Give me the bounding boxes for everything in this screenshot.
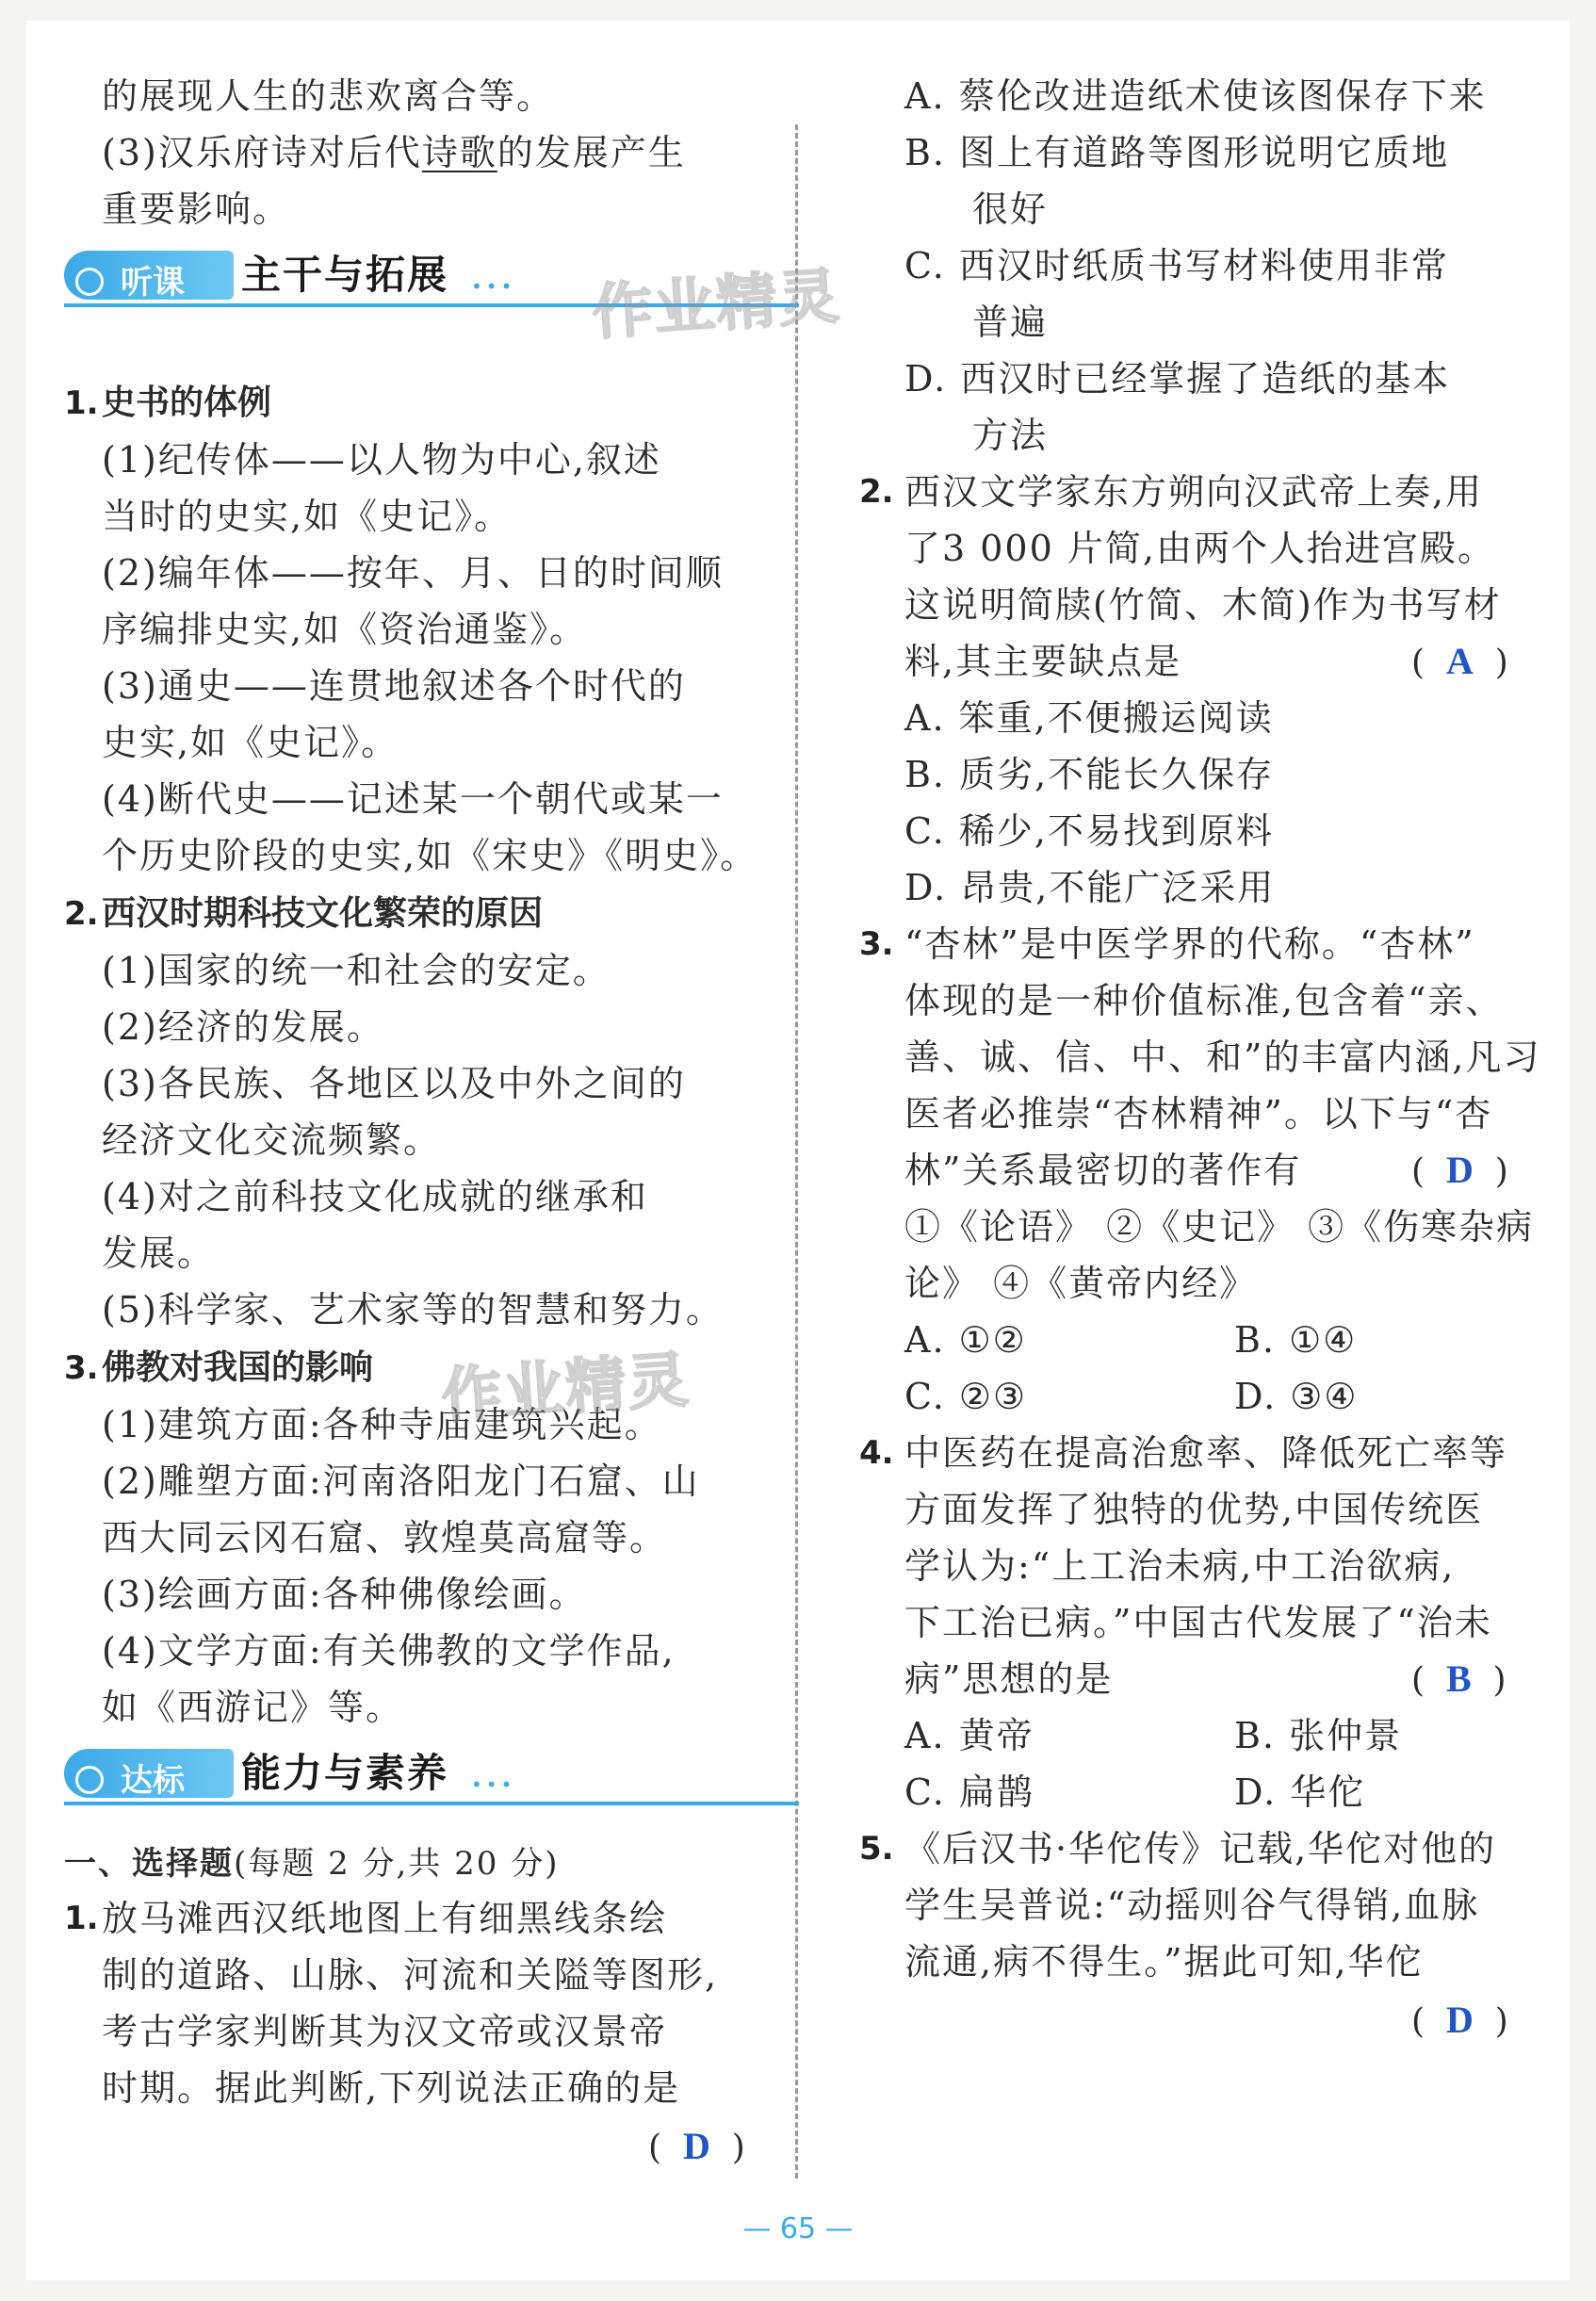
answer-bracket: ( B ) (1411, 1657, 1506, 1700)
question-line: 时期。据此判断,下列说法正确的是 (102, 2067, 681, 2109)
question-line: 流通,病不得生。”据此可知,华佗 (904, 1941, 1424, 1983)
section-tag-label: 听课 (121, 264, 185, 302)
option-line: 很好 (972, 188, 1049, 230)
answer-letter: D (1445, 1999, 1474, 2041)
dots-icon: ••• (471, 275, 516, 298)
item-line: (4)对之前科技文化成就的继承和 (102, 1176, 648, 1217)
question-line: 料,其主要缺点是 (904, 641, 1182, 682)
item-line: 发展。 (102, 1232, 216, 1274)
answer-bracket: ( D ) (648, 2125, 745, 2167)
option-line: A. ①② (904, 1319, 1027, 1361)
item-line: (3)绘画方面:各种佛像绘画。 (102, 1574, 587, 1615)
option-line: B. ①④ (1234, 1319, 1358, 1361)
answer-bracket: ( D ) (1411, 1999, 1508, 2041)
item-line: 序编排史实,如《资治通鉴》。 (102, 609, 588, 650)
item-line: 个历史阶段的史实,如《宋史》《明史》。 (102, 835, 758, 876)
question-line: 学认为:“上工治未病,中工治欲病, (904, 1545, 1456, 1587)
option-line: D. 西汉时已经掌握了造纸的基本 (904, 358, 1451, 400)
option-line: B. 图上有道路等图形说明它质地 (904, 132, 1450, 173)
question-line: 下工治已病。”中国古代发展了“治未 (904, 1602, 1492, 1643)
intro-line-2: (3)汉乐府诗对后代诗歌的发展产生 (102, 132, 686, 173)
page (26, 21, 1570, 2280)
intro-line-3: 重要影响。 (102, 188, 291, 230)
circle-icon (75, 1766, 104, 1794)
question-line: 论》 ④《黄帝内经》 (904, 1263, 1258, 1304)
circle-icon (75, 268, 104, 296)
answer-letter: D (1445, 1149, 1474, 1191)
answer-bracket: ( D ) (1411, 1149, 1508, 1191)
option-line: 普遍 (972, 302, 1049, 343)
option-line: 方法 (972, 415, 1049, 456)
option-line: C. 西汉时纸质书写材料使用非常 (904, 245, 1449, 286)
part-heading: 一、选择题(每题 2 分,共 20 分) (64, 1845, 560, 1883)
watermark: 作业精灵 (439, 1345, 692, 1433)
option-line: D. ③④ (1234, 1376, 1359, 1417)
question-line: “杏林”是中医学界的代称。“杏林” (904, 923, 1475, 965)
item-line: (1)国家的统一和社会的安定。 (102, 950, 611, 991)
question-number: 5. (859, 1830, 894, 1868)
item-line: 如《西游记》等。 (102, 1687, 404, 1728)
answer-letter: D (682, 2125, 710, 2167)
question-line: 西汉文学家东方朔向汉武帝上奏,用 (904, 471, 1484, 513)
column-divider (795, 124, 798, 2179)
option-line: B. 张仲景 (1234, 1715, 1403, 1756)
item-number: 3. (64, 1349, 99, 1387)
question-line: 考古学家判断其为汉文帝或汉景帝 (102, 2011, 668, 2052)
option-line: C. 扁鹊 (904, 1771, 1034, 1813)
question-number: 3. (859, 925, 894, 963)
question-line: 体现的是一种价值标准,包含着“亲、 (904, 980, 1504, 1021)
section-tag (64, 1749, 234, 1798)
option-line: D. 华佗 (1234, 1771, 1366, 1813)
question-line: 方面发挥了独特的优势,中国传统医 (904, 1489, 1484, 1530)
question-line: 这说明简牍(竹简、木简)作为书写材 (904, 584, 1502, 626)
page-number: — 65 — (742, 2212, 854, 2245)
option-line: C. ②③ (904, 1376, 1028, 1417)
section-tag (64, 251, 234, 300)
section-banner-practice (64, 1741, 799, 1803)
section-title: 能力与素养 (241, 1750, 449, 1796)
answer-letter: A (1445, 640, 1474, 682)
question-line: 《后汉书·华佗传》记载,华佗对他的 (904, 1828, 1497, 1869)
item-line: 西大同云冈石窟、敦煌莫高窟等。 (102, 1517, 668, 1558)
question-line: 放马滩西汉纸地图上有细黑线条绘 (102, 1898, 668, 1939)
item-line: (1)纪传体——以人物为中心,叙述 (102, 439, 661, 481)
question-line: ①《论语》 ②《史记》 ③《伤寒杂病 (904, 1206, 1535, 1248)
section-rule (64, 1802, 799, 1805)
question-line: 制的道路、山脉、河流和关隘等图形, (102, 1954, 719, 1996)
item-line: (3)通史——连贯地叙述各个时代的 (102, 665, 686, 707)
question-line: 病”思想的是 (904, 1658, 1114, 1700)
watermark: 作业精灵 (590, 261, 843, 350)
item-line: (4)文学方面:有关佛教的文学作品, (102, 1630, 676, 1672)
question-line: 善、诚、信、中、和”的丰富内涵,凡习 (904, 1036, 1541, 1078)
item-line: (4)断代史——记述某一个朝代或某一 (102, 778, 724, 820)
answer-bracket: ( A ) (1411, 640, 1508, 682)
item-line: (5)科学家、艺术家等的智慧和努力。 (102, 1289, 724, 1330)
question-number: 2. (859, 473, 894, 511)
answer-letter: B (1445, 1657, 1472, 1700)
item-heading: 史书的体例 (102, 384, 272, 422)
item-number: 1. (64, 384, 99, 422)
question-number: 1. (64, 1900, 99, 1937)
question-line: 中医药在提高治愈率、降低死亡率等 (904, 1432, 1508, 1474)
option-line: B. 质劣,不能长久保存 (904, 754, 1275, 795)
option-line: A. 蔡伦改进造纸术使该图保存下来 (904, 75, 1487, 117)
item-line: 经济文化交流频繁。 (102, 1119, 442, 1161)
dots-icon: ••• (471, 1773, 516, 1796)
item-line: (1)建筑方面:各种寺庙建筑兴起。 (102, 1404, 662, 1445)
question-line: 医者必推崇“杏林精神”。以下与“杏 (904, 1093, 1493, 1134)
item-line: (2)雕塑方面:河南洛阳龙门石窟、山 (102, 1461, 700, 1502)
item-line: 史实,如《史记》。 (102, 722, 399, 763)
item-line: 当时的史实,如《史记》。 (102, 496, 513, 537)
option-line: D. 昂贵,不能广泛采用 (904, 867, 1276, 908)
section-title: 主干与拓展 (241, 252, 449, 298)
option-line: A. 笨重,不便搬运阅读 (904, 697, 1274, 739)
intro-line-1: 的展现人生的悲欢离合等。 (102, 75, 555, 117)
option-line: A. 黄帝 (904, 1715, 1034, 1756)
item-line: (2)编年体——按年、月、日的时间顺 (102, 552, 724, 594)
item-heading: 西汉时期科技文化繁荣的原因 (102, 894, 544, 933)
item-heading: 佛教对我国的影响 (102, 1348, 374, 1387)
item-line: (2)经济的发展。 (102, 1006, 384, 1048)
option-line: C. 稀少,不易找到原料 (904, 810, 1274, 852)
question-number: 4. (859, 1434, 894, 1472)
question-line: 林”关系最密切的著作有 (904, 1150, 1302, 1191)
section-tag-label: 达标 (121, 1762, 185, 1800)
item-number: 2. (64, 895, 99, 933)
item-line: (3)各民族、各地区以及中外之间的 (102, 1063, 686, 1104)
question-line: 学生吴普说:“动摇则谷气得销,血脉 (904, 1885, 1480, 1926)
underlined-keyword: 诗歌 (421, 132, 497, 173)
question-line: 了3 000 片简,由两个人抬进宫殿。 (904, 528, 1495, 569)
